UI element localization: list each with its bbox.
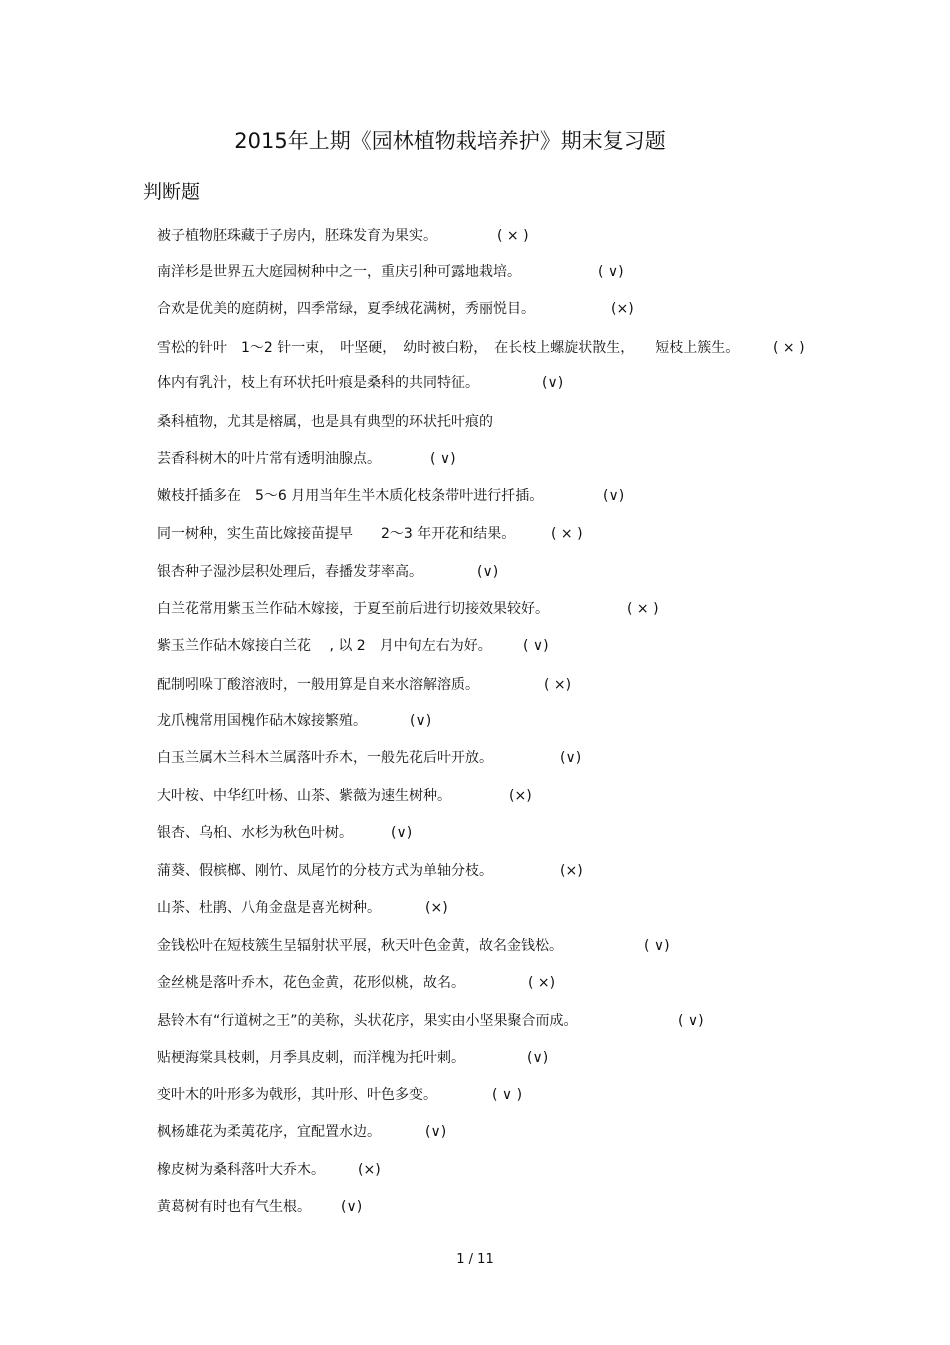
list-item: [157, 1046, 549, 1070]
list-item: [157, 821, 413, 845]
item-answer: ( ∨): [598, 264, 624, 280]
item-answer: ( × ): [773, 340, 805, 356]
item-answer: (∨): [560, 750, 582, 766]
item-text: 紫玉兰作砧木嫁接白兰花 , 以 2 月中旬左右为好。: [157, 638, 492, 654]
item-answer: ( × ): [497, 228, 529, 244]
list-item: [157, 1083, 523, 1107]
item-text: 银杏、乌桕、水杉为秋色叶树。: [157, 825, 353, 841]
item-answer: ( ∨): [644, 938, 670, 954]
item-text: 白兰花常用紫玉兰作砧木嫁接，于夏至前后进行切接效果较好。: [157, 601, 549, 617]
item-text: 大叶桉、中华红叶杨、山茶、紫薇为速生树种。: [157, 788, 451, 804]
item-answer: (∨): [477, 564, 499, 580]
item-answer: (×): [509, 788, 532, 804]
item-answer: (∨): [527, 1050, 549, 1066]
item-answer: (×): [425, 900, 448, 916]
item-answer: (∨): [410, 713, 432, 729]
list-item: [157, 1120, 447, 1144]
item-answer: ( ∨ ): [492, 1087, 523, 1103]
list-item: [157, 634, 549, 658]
item-text: 山茶、杜鹃、八角金盘是喜光树种。: [157, 900, 381, 916]
item-text: 合欢是优美的庭荫树，四季常绿，夏季绒花满树，秀丽悦目。: [157, 301, 535, 317]
item-text: 金丝桃是落叶乔木，花色金黄，花形似桃，故名。: [157, 975, 465, 991]
list-item: [157, 597, 659, 621]
list-item: [157, 1158, 381, 1182]
item-text: 银杏种子湿沙层积处理后，春播发芽率高。: [157, 564, 423, 580]
item-answer: ( ×): [528, 975, 556, 991]
item-answer: (∨): [391, 825, 413, 841]
list-item: [157, 971, 556, 995]
item-answer: ( ∨): [523, 638, 549, 654]
list-item: [157, 297, 634, 321]
item-text: 南洋杉是世界五大庭园树种中之一，重庆引种可露地栽培。: [157, 264, 521, 280]
item-text: 悬铃木有“行道树之王”的美称，头状花序，果实由小坚果聚合而成。: [157, 1013, 578, 1029]
list-item: [157, 484, 625, 508]
item-answer: (×): [560, 863, 583, 879]
item-text: 配制吲哚丁酸溶液时，一般用算是自来水溶解溶质。: [157, 677, 479, 693]
item-text: 黄葛树有时也有气生根。: [157, 1199, 311, 1215]
list-item: [157, 934, 670, 958]
item-text: 橡皮树为桑科落叶大乔木。: [157, 1162, 325, 1178]
item-text: 同一树种，实生苗比嫁接苗提早 2～3 年开花和结果。: [157, 526, 516, 542]
item-text: 枫杨雄花为柔荑花序，宜配置水边。: [157, 1124, 381, 1140]
item-text: 蒲葵、假槟榔、刚竹、凤尾竹的分枝方式为单轴分枝。: [157, 863, 493, 879]
list-item: [157, 859, 583, 883]
list-item: [157, 709, 432, 733]
page-title: 2015年上期《园林植物栽培养护》期末复习题: [234, 129, 666, 153]
item-text: 体内有乳汁，枝上有环状托叶痕是桑科的共同特征。: [157, 375, 479, 391]
list-item: [157, 224, 529, 248]
item-answer: ( ∨): [678, 1013, 704, 1029]
item-text: 白玉兰属木兰科木兰属落叶乔木，一般先花后叶开放。: [157, 750, 493, 766]
list-item: [157, 784, 532, 808]
item-answer: (∨): [542, 375, 564, 391]
item-text: 芸香科树木的叶片常有透明油腺点。: [157, 451, 381, 467]
item-text: 嫩枝扦插多在 5～6 月用当年生半木质化枝条带叶进行扦插。: [157, 488, 544, 504]
list-item: [157, 522, 583, 546]
list-item: [157, 673, 572, 697]
list-item: [157, 896, 448, 920]
item-answer: (×): [358, 1162, 381, 1178]
item-text: 变叶木的叶形多为戟形，其叶形、叶色多变。: [157, 1087, 437, 1103]
list-item: [157, 410, 493, 434]
item-text: 龙爪槐常用国槐作砧木嫁接繁殖。: [157, 713, 367, 729]
list-item: [157, 447, 456, 471]
item-answer: (∨): [341, 1199, 363, 1215]
list-item: [157, 1195, 363, 1219]
item-answer: ( ×): [544, 677, 572, 693]
list-item: [157, 560, 499, 584]
item-answer: (×): [611, 301, 634, 317]
list-item: [157, 1009, 704, 1033]
item-text: 金钱松叶在短枝簇生呈辐射状平展，秋天叶色金黄，故名金钱松。: [157, 938, 563, 954]
item-answer: (∨): [425, 1124, 447, 1140]
item-text: 被子植物胚珠藏于子房内，胚珠发育为果实。: [157, 228, 437, 244]
item-text: 贴梗海棠具枝刺，月季具皮刺，而洋槐为托叶刺。: [157, 1050, 465, 1066]
item-answer: ( ∨): [430, 451, 456, 467]
list-item: [157, 371, 564, 395]
item-answer: (∨): [603, 488, 625, 504]
page-number: 1 / 11: [456, 1252, 494, 1267]
section-heading: 判断题: [143, 181, 201, 203]
list-item: [157, 336, 805, 360]
item-text: 雪松的针叶 1～2 针一束， 叶坚硬， 幼时被白粉， 在长枝上螺旋状散生， 短枝上簇生。: [157, 340, 740, 356]
list-item: [157, 260, 624, 284]
item-answer: ( × ): [551, 526, 583, 542]
list-item: [157, 746, 582, 770]
item-text: 桑科植物，尤其是榕属，也是具有典型的环状托叶痕的: [157, 414, 493, 430]
item-answer: ( × ): [627, 601, 659, 617]
